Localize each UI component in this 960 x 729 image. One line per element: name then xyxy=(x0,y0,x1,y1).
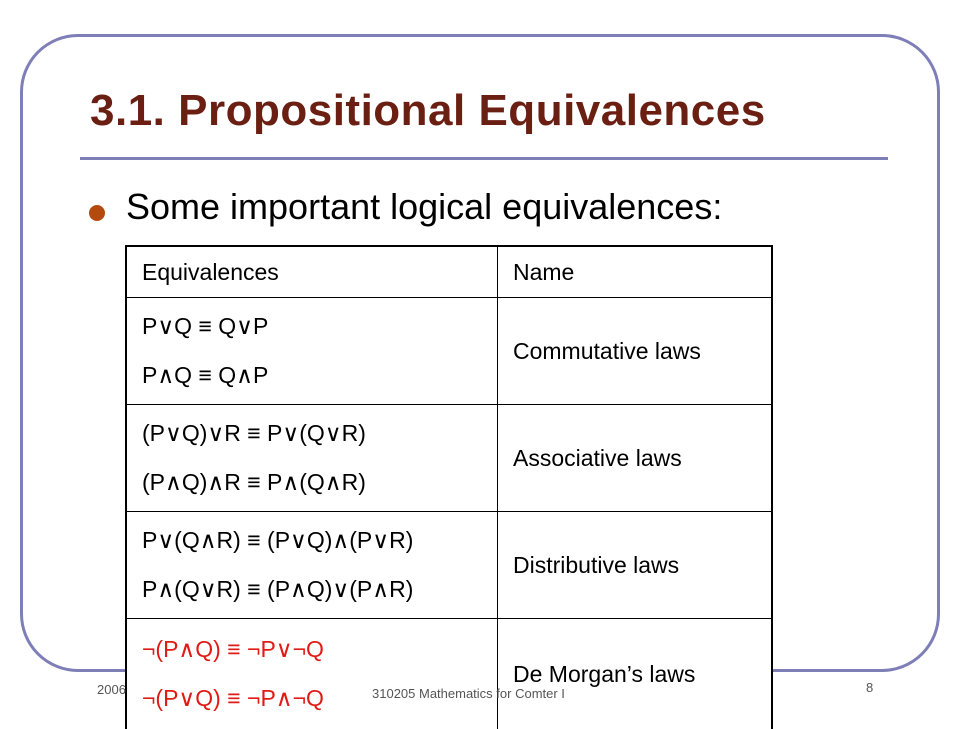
table-row xyxy=(126,298,772,405)
equivalence-cell xyxy=(126,619,498,729)
page-number: 8 xyxy=(866,680,873,695)
equivalence-line: P∧(Q∨R) ≡ (P∧Q)∨(P∧R) xyxy=(142,576,497,603)
header-name: Name xyxy=(498,246,773,298)
bullet-icon xyxy=(89,205,105,221)
title-divider xyxy=(80,157,888,160)
header-equivalences: Equivalences xyxy=(126,246,498,298)
equivalence-cell xyxy=(126,512,498,619)
bullet-text: Some important logical equivalences: xyxy=(126,186,722,228)
footer-date: 2006 xyxy=(97,682,126,697)
equivalence-cell xyxy=(126,405,498,512)
law-name-cell: De Morgan’s laws xyxy=(498,619,773,729)
equivalence-line: ¬(P∨Q) ≡ ¬P∧¬Q xyxy=(142,685,497,712)
table-row xyxy=(126,512,772,619)
law-name-cell: Distributive laws xyxy=(498,512,773,619)
table-row xyxy=(126,405,772,512)
equivalence-line: (P∧Q)∧R ≡ P∧(Q∧R) xyxy=(142,469,497,496)
equivalence-line: (P∨Q)∨R ≡ P∨(Q∨R) xyxy=(142,420,497,447)
table-header-row xyxy=(126,246,772,298)
equivalence-line: ¬(P∧Q) ≡ ¬P∨¬Q xyxy=(142,636,497,663)
law-name-cell: Commutative laws xyxy=(498,298,773,405)
slide-title: 3.1. Propositional Equivalences xyxy=(90,86,766,136)
equivalences-table xyxy=(125,245,773,729)
equivalence-line: P∧Q ≡ Q∧P xyxy=(142,362,497,389)
table-row xyxy=(126,619,772,729)
footer-course: 310205 Mathematics for Comter I xyxy=(372,686,565,701)
law-name-cell: Associative laws xyxy=(498,405,773,512)
equivalence-line: P∨Q ≡ Q∨P xyxy=(142,313,497,340)
equivalence-line: P∨(Q∧R) ≡ (P∨Q)∧(P∨R) xyxy=(142,527,497,554)
equivalence-cell xyxy=(126,298,498,405)
